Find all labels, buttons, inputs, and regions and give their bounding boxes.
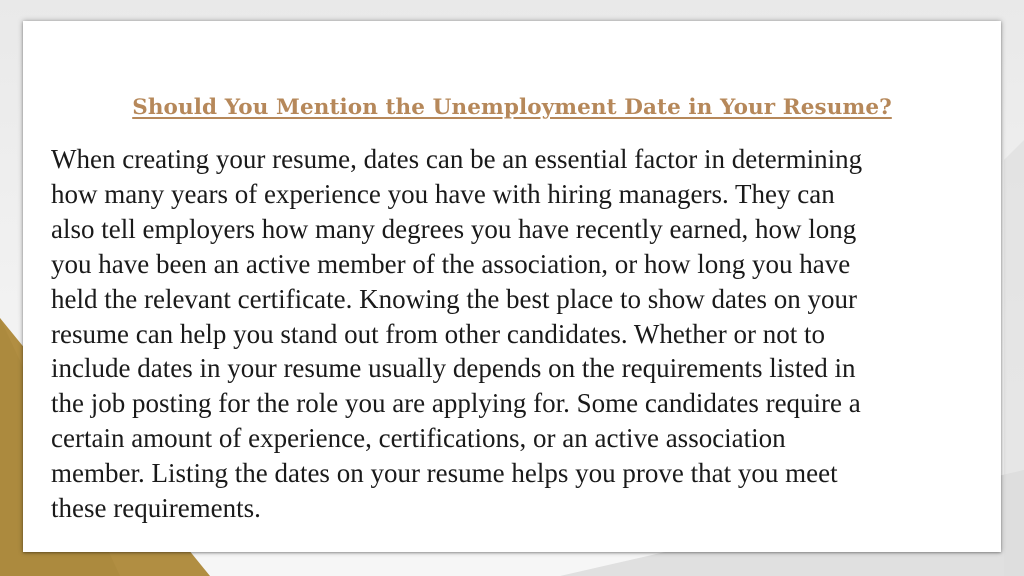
body-line: how many years of experience you have with hiring managers. They can bbox=[51, 178, 835, 209]
body-line: member. Listing the dates on your resume helps you prove that you meet bbox=[51, 458, 838, 489]
body-line: the job posting for the role you are applying for. Some candidates require a bbox=[51, 388, 861, 419]
body-line: resume can help you stand out from other candidates. Whether or not to bbox=[51, 318, 826, 349]
body-line: these requirements. bbox=[51, 493, 261, 524]
slide-card bbox=[23, 21, 1001, 552]
body-line: held the relevant certificate. Knowing the best place to show dates on your bbox=[51, 283, 857, 314]
body-line: certain amount of experience, certifications, or an active association bbox=[51, 423, 786, 454]
body-line: also tell employers how many degrees you have recently earned, how long bbox=[51, 213, 857, 244]
slide-body-text bbox=[51, 142, 981, 526]
slide-title: Should You Mention the Unemployment Date in Your Resume? bbox=[132, 95, 892, 120]
body-line: include dates in your resume usually depends on the requirements listed in bbox=[51, 353, 856, 384]
body-line: When creating your resume, dates can be an essential factor in determining bbox=[51, 144, 863, 174]
body-line: you have been an active member of the association, or how long you have bbox=[51, 248, 851, 279]
